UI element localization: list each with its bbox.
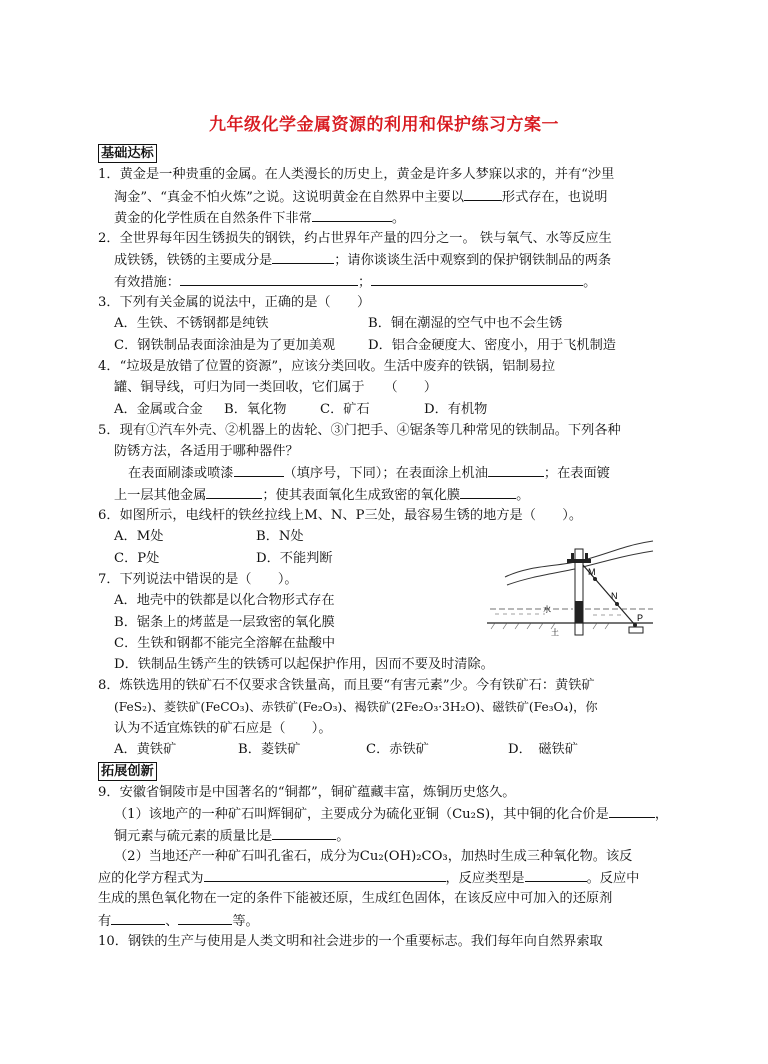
q3-option-a[interactable]: A．生铁、不锈钢都是纯铁 bbox=[114, 316, 269, 332]
q9-line-7: 有 、 等。 bbox=[98, 910, 690, 931]
q2-line-3: 有效措施： ； 。 bbox=[98, 271, 690, 292]
q6-option-a[interactable]: A．M处 bbox=[114, 529, 164, 545]
q4-option-a[interactable]: A．金属或合金 bbox=[114, 401, 203, 417]
q4-option-c[interactable]: C．矿石 bbox=[320, 401, 370, 417]
crossarm bbox=[567, 559, 591, 563]
answer-blank[interactable] bbox=[525, 867, 587, 882]
q8-option-b[interactable]: B．菱铁矿 bbox=[238, 742, 301, 758]
q1-line-3: 黄金的化学性质在自然条件下非常 。 bbox=[98, 207, 690, 228]
answer-blank[interactable] bbox=[111, 910, 165, 925]
q4-option-b[interactable]: B．氧化物 bbox=[224, 401, 287, 417]
q4-line-1: 4．“垃圾是放错了位置的资源”，应该分类回收。生活中废弃的铁锅，铝制易拉 bbox=[98, 358, 556, 374]
q10-line-1: 10．钢铁的生产与使用是人类文明和社会进步的一个重要标志。我们每年向自然界索取 bbox=[98, 933, 603, 949]
answer-blank[interactable] bbox=[234, 462, 284, 477]
label-n: N bbox=[611, 591, 618, 601]
q7-option-b[interactable]: B．锯条上的烤蓝是一层致密的氧化膜 bbox=[114, 614, 335, 630]
answer-blank[interactable] bbox=[178, 910, 232, 925]
q1-line-2: 淘金”、“真金不怕火炼”之说。这说明黄金在自然界中主要以 形式存在，也说明 bbox=[98, 186, 690, 207]
page-title: 九年级化学金属资源的利用和保护练习方案一 bbox=[209, 115, 559, 135]
q6-option-d[interactable]: D．不能判断 bbox=[256, 550, 333, 566]
q9-line-6: 生成的黑色氧化物在一定的条件下能被还原，生成红色固体，在该反应中可加入的还原剂 bbox=[98, 891, 613, 907]
label-water: 水 bbox=[543, 605, 551, 614]
q6-stem: 6．如图所示，电线杆的铁丝拉线上M、N、P三处，最容易生锈的地方是（ ）。 bbox=[98, 508, 583, 524]
label-soil: 土 bbox=[551, 628, 559, 637]
q3-options-cd bbox=[98, 335, 690, 356]
q8-option-a[interactable]: A．黄铁矿 bbox=[114, 742, 177, 758]
section-basic-heading: 基础达标 bbox=[98, 144, 157, 163]
label-m: M bbox=[588, 567, 596, 577]
answer-blank[interactable] bbox=[312, 207, 392, 222]
answer-blank[interactable] bbox=[272, 249, 334, 264]
q4-line-2: 罐、铜导线，可归为同一类回收，它们属于 （ ） bbox=[114, 380, 438, 396]
point-n bbox=[615, 602, 619, 606]
q8-line-1: 8．炼铁选用的铁矿石不仅要求含铁量高，而且要“有害元素”少。今有铁矿石：黄铁矿 bbox=[98, 678, 595, 694]
q7-option-c[interactable]: C．生铁和钢都不能完全溶解在盐酸中 bbox=[114, 635, 336, 651]
answer-blank[interactable] bbox=[609, 803, 655, 818]
answer-blank[interactable] bbox=[204, 867, 446, 882]
answer-blank[interactable] bbox=[272, 825, 336, 840]
q9-stem: 9．安徽省铜陵市是中国著名的“铜都”，铜矿蕴藏丰富，炼铜历史悠久。 bbox=[98, 784, 516, 800]
q6-option-c[interactable]: C．P处 bbox=[114, 550, 160, 566]
q9-line-3: 铜元素与硫元素的质量比是 。 bbox=[98, 825, 690, 846]
q4-option-d[interactable]: D．有机物 bbox=[424, 401, 488, 417]
pole-base bbox=[575, 601, 583, 623]
answer-blank[interactable] bbox=[464, 186, 502, 201]
answer-blank[interactable] bbox=[460, 484, 516, 499]
answer-blank[interactable] bbox=[371, 271, 583, 286]
answer-blank[interactable] bbox=[206, 484, 262, 499]
q9-line-2: （1）该地产的一种矿石叫辉铜矿，主要成分为硫化亚铜（Cu₂S)，其中铜的化合价是 ， bbox=[98, 803, 690, 824]
q5-line-2: 防锈方法，各适用于哪种器件？ bbox=[114, 444, 299, 460]
q6-option-b[interactable]: B．N处 bbox=[256, 529, 304, 545]
q8-line-2: (FeS₂)、菱铁矿(FeCO₃)、赤铁矿(Fe₂O₃)、褐铁矿(2Fe₂O₃·3H₂O)、磁铁矿(Fe₃O₄)，你 bbox=[114, 699, 598, 714]
q9-line-5: 应的化学方程式为 ，反应类型是 。反应中 bbox=[98, 867, 690, 888]
label-p: P bbox=[637, 613, 644, 623]
q8-option-d[interactable]: D． 磁铁矿 bbox=[508, 742, 578, 758]
q8-option-c[interactable]: C．赤铁矿 bbox=[366, 742, 429, 758]
q5-line-1: 5．现有①汽车外壳、②机器上的齿轮、③门把手、④锯条等几种常见的铁制品。下列各种 bbox=[98, 422, 621, 438]
q3-stem: 3．下列有关金属的说法中，正确的是（ ） bbox=[98, 295, 371, 311]
q4-options bbox=[98, 399, 690, 420]
section-extend-heading: 拓展创新 bbox=[98, 762, 157, 781]
answer-blank[interactable] bbox=[180, 271, 358, 286]
point-m bbox=[593, 577, 597, 581]
q7-option-a[interactable]: A．地壳中的铁都是以化合物形式存在 bbox=[114, 593, 335, 609]
q8-options bbox=[98, 739, 690, 760]
q5-line-3: 在表面刷漆或喷漆 （填序号，下同）；在表面涂上机油 ；在表面镀 bbox=[98, 462, 690, 483]
q1-line-1: 1．黄金是一种贵重的金属。在人类漫长的历史上，黄金是许多人梦寐以求的，并有“沙里 bbox=[98, 167, 615, 183]
ground-hatching bbox=[491, 623, 609, 629]
q3-options-ab bbox=[98, 313, 690, 334]
anchor-block bbox=[629, 627, 643, 633]
q2-line-1: 2．全世界每年因生锈损失的钢铁，约占世界年产量的四分之一。 铁与氧气、水等反应生 bbox=[98, 231, 612, 247]
q7-option-d[interactable]: D．铁制品生锈产生的铁锈可以起保护作用，因而不要及时清除。 bbox=[114, 657, 494, 673]
answer-blank[interactable] bbox=[488, 462, 544, 477]
q5-line-4: 上一层其他金属 ；使其表面氧化生成致密的氧化膜 。 bbox=[98, 484, 690, 505]
utility-pole-figure bbox=[485, 537, 655, 649]
q8-line-3: 认为不适宜炼铁的矿石应是（ ）。 bbox=[114, 721, 332, 737]
q3-option-b[interactable]: B．铜在潮湿的空气中也不会生锈 bbox=[368, 316, 563, 332]
q3-option-c[interactable]: C．钢铁制品表面涂油是为了更加美观 bbox=[114, 337, 336, 353]
q3-option-d[interactable]: D．铝合金硬度大、密度小，用于飞机制造 bbox=[368, 337, 616, 353]
q9-line-4: （2）当地还产一种矿石叫孔雀石，成分为Cu₂(OH)₂CO₃，加热时生成三种氧化物。该反 bbox=[114, 848, 633, 864]
q2-line-2: 成铁锈，铁锈的主要成分是 ；请你谈谈生活中观察到的保护钢铁制品的两条 bbox=[98, 249, 690, 270]
q7-stem: 7．下列说法中错误的是（ ）。 bbox=[98, 571, 298, 587]
